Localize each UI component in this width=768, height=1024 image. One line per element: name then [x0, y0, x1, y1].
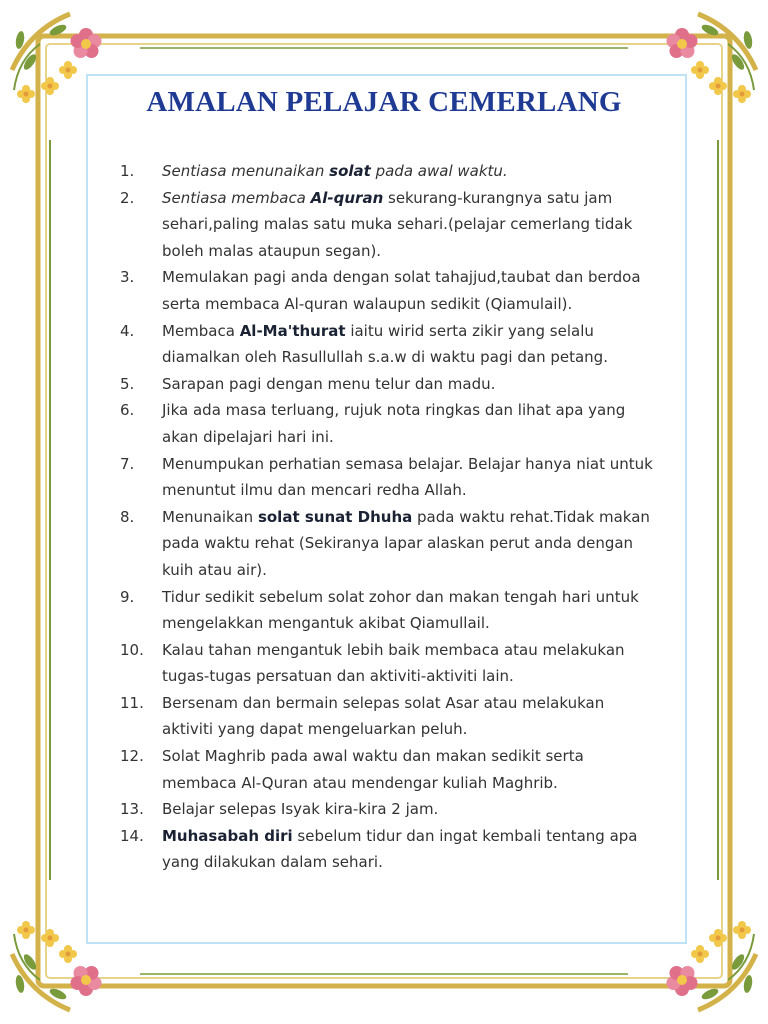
list-item	[120, 637, 660, 690]
list-item	[120, 743, 660, 796]
list-item	[120, 690, 660, 743]
list-item-text: solat	[329, 162, 371, 180]
list-item-text: Sarapan pagi dengan menu telur dan madu.	[162, 374, 496, 393]
list-item-number: 8.	[120, 507, 135, 526]
list-item	[120, 451, 660, 504]
list-item-text: Solat Maghrib pada awal waktu dan makan sedikit serta membaca Al-Quran atau mendengar kuliah Maghrib.	[162, 747, 584, 792]
list-item-number: 1.	[120, 162, 135, 180]
list-item-number: 13.	[120, 800, 144, 819]
list-item-number: 14.	[120, 826, 144, 845]
list-item	[120, 185, 660, 265]
list-item-text: pada awal waktu.	[370, 162, 508, 180]
list-item-text: Tidur sedikit sebelum solat zohor dan makan tengah hari untuk mengelakkan mengantuk akibat Qiamullail.	[162, 587, 639, 633]
list-item	[120, 371, 660, 398]
tips-list	[120, 158, 660, 876]
list-item-text: Memulakan pagi anda dengan solat tahajjud,taubat dan berdoa serta membaca Al-quran walaupun sedikit (Qiamulail).	[162, 268, 641, 313]
list-item-text: Membaca	[162, 321, 240, 340]
list-item	[120, 584, 660, 637]
list-item-number: 2.	[120, 188, 135, 207]
list-item-text: solat sunat Dhuha	[257, 507, 413, 526]
list-item	[120, 264, 660, 317]
list-item-number: 4.	[120, 321, 135, 340]
list-item-text: Sentiasa menunaikan	[162, 162, 330, 180]
list-item-text: Jika ada masa terluang, rujuk nota ringkas dan lihat apa yang akan dipelajari hari ini.	[162, 401, 626, 446]
list-item-text: pada waktu rehat.Tidak makan pada waktu rehat (Sekiranya lapar alaskan perut anda dengan kuih atau air).	[162, 507, 650, 579]
list-item-text: Bersenam dan bermain selepas solat Asar atau melakukan aktiviti yang dapat mengeluarkan peluh.	[162, 693, 605, 739]
list-item	[120, 318, 660, 371]
list-item-number: 5.	[120, 374, 135, 393]
list-item	[120, 796, 660, 823]
list-item-text: Al-quran	[310, 188, 384, 207]
list-item-number: 7.	[120, 454, 135, 473]
list-item	[120, 158, 660, 185]
list-item-text: Sentiasa membaca	[162, 188, 311, 207]
list-item-text: Muhasabah diri	[162, 826, 293, 845]
list-item-text: Menunaikan	[162, 507, 258, 526]
list-item-text: sekurang-kurangnya satu jam sehari,paling malas satu muka sehari.(pelajar cemerlang tidak boleh malas ataupun segan).	[162, 188, 633, 260]
list-item	[120, 823, 660, 876]
list-item-text: sebelum tidur dan ingat kembali tentang apa yang dilakukan dalam sehari.	[162, 826, 638, 872]
list-item-text: Menumpukan perhatian semasa belajar. Belajar hanya niat untuk menuntut ilmu dan mencari redha Allah.	[162, 454, 653, 500]
list-item-number: 6.	[120, 401, 135, 420]
list-item-text: Al-Ma'thurat	[239, 321, 346, 340]
document-title: AMALAN PELAJAR CEMERLANG	[146, 86, 622, 118]
list-item-number: 12.	[120, 747, 144, 766]
list-item-text: Belajar selepas Isyak kira-kira 2 jam.	[162, 800, 439, 819]
list-item	[120, 504, 660, 584]
list-item-number: 10.	[120, 640, 144, 659]
list-item-number: 3.	[120, 268, 135, 287]
list-item-text: Kalau tahan mengantuk lebih baik membaca atau melakukan tugas-tugas persatuan dan aktiviti-aktiviti lain.	[162, 640, 625, 686]
list-item	[120, 397, 660, 450]
list-item-number: 11.	[120, 693, 144, 712]
list-item-number: 9.	[120, 587, 135, 606]
list-item-text: iaitu wirid serta zikir yang selalu diamalkan oleh Rasullullah s.a.w di waktu pagi dan petang.	[162, 321, 608, 367]
